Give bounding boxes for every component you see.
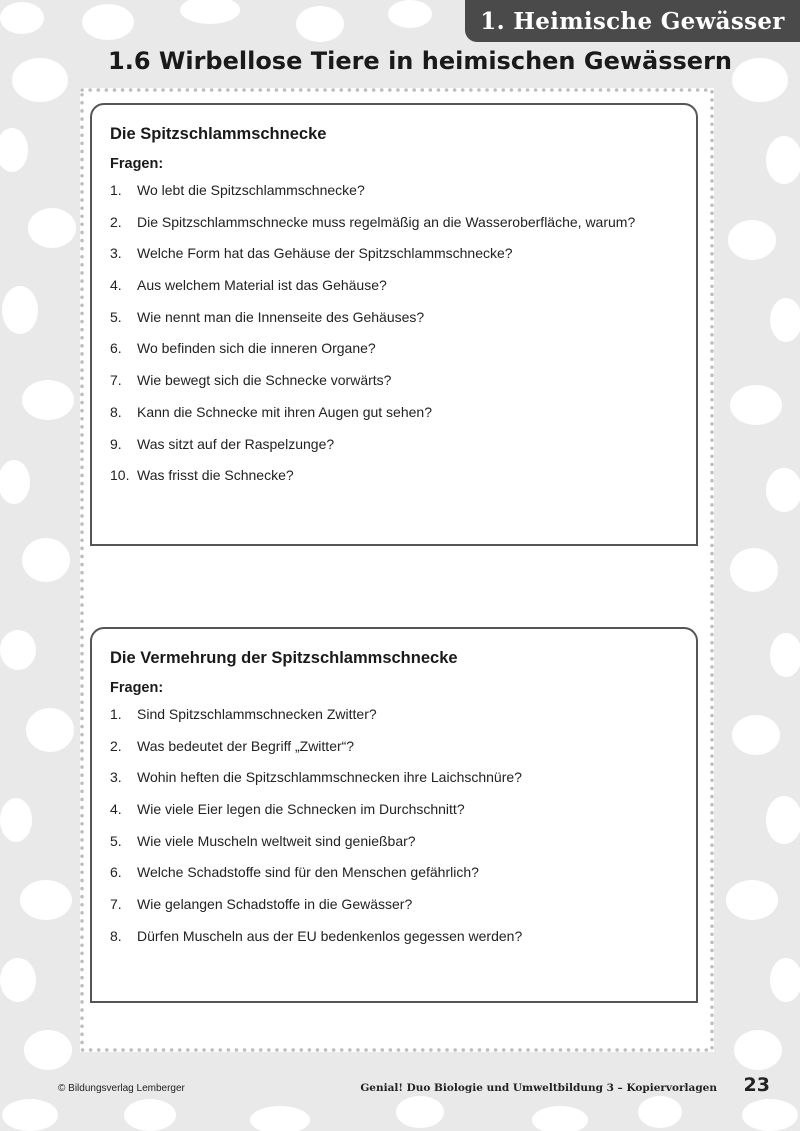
question-text: Welche Schadstoffe sind für den Menschen gefährlich?: [137, 864, 479, 881]
list-item: [110, 928, 696, 960]
question-number: 8.: [110, 403, 122, 420]
list-item: [110, 372, 696, 404]
list-item: [110, 245, 696, 277]
question-text: Was sitzt auf der Raspelzunge?: [137, 435, 335, 452]
question-number: 2.: [110, 213, 122, 230]
question-text: Wo befinden sich die inneren Organe?: [137, 340, 376, 357]
question-card-snail: [90, 103, 698, 546]
card-subtitle: Fragen:: [110, 680, 164, 696]
question-text: Sind Spitzschlammschnecken Zwitter?: [137, 706, 377, 722]
list-item: [110, 833, 696, 865]
question-text: Was frisst die Schnecke?: [137, 467, 294, 484]
question-list: [110, 706, 696, 960]
list-item: [110, 404, 696, 436]
question-text: Die Spitzschlammschnecke muss regelmäßig an die Wasseroberfläche, warum?: [137, 213, 636, 230]
card-title: Die Vermehrung der Spitzschlammschnecke: [110, 649, 458, 667]
list-item: [110, 340, 696, 372]
card-subtitle: Fragen:: [110, 156, 164, 172]
list-item: [110, 214, 696, 246]
question-number: 3.: [110, 245, 122, 262]
page-footer: [0, 1074, 800, 1097]
question-number: 5.: [110, 832, 122, 849]
list-item: [110, 769, 696, 801]
question-number: 9.: [110, 435, 122, 452]
question-text: Wohin heften die Spitzschlammschnecken ihre Laichschnüre?: [137, 769, 522, 786]
list-item: [110, 277, 696, 309]
list-item: [110, 467, 696, 499]
list-item: [110, 801, 696, 833]
series-title: Genial! Duo Biologie und Umweltbildung 3 – Kopiervorlagen: [360, 1082, 717, 1094]
card-title: Die Spitzschlammschnecke: [110, 125, 327, 143]
question-text: Kann die Schnecke mit ihren Augen gut sehen?: [137, 403, 432, 420]
question-text: Welche Form hat das Gehäuse der Spitzschlammschnecke?: [137, 245, 513, 262]
list-item: [110, 896, 696, 928]
question-text: Wie gelangen Schadstoffe in die Gewässer?: [137, 896, 413, 913]
copyright-notice: © Bildungsverlag Lemberger: [58, 1083, 185, 1094]
question-number: 8.: [110, 927, 122, 944]
list-item: [110, 864, 696, 896]
question-number: 10.: [110, 467, 130, 484]
list-item: [110, 309, 696, 341]
question-number: 1.: [110, 182, 122, 198]
question-number: 6.: [110, 864, 122, 881]
question-text: Wie bewegt sich die Schnecke vorwärts?: [137, 372, 392, 389]
question-text: Wie viele Eier legen die Schnecken im Durchschnitt?: [137, 801, 465, 818]
question-text: Aus welchem Material ist das Gehäuse?: [137, 277, 387, 294]
chapter-tab: 1. Heimische Gewässer: [465, 0, 800, 42]
list-item: [110, 182, 696, 214]
list-item: [110, 706, 696, 738]
question-number: 5.: [110, 308, 122, 325]
list-item: [110, 738, 696, 770]
question-number: 6.: [110, 340, 122, 357]
question-text: Was bedeutet der Begriff „Zwitter“?: [137, 737, 355, 754]
question-number: 4.: [110, 277, 122, 294]
question-number: 7.: [110, 896, 122, 913]
question-list: [110, 182, 696, 499]
page-number: 23: [743, 1074, 770, 1096]
question-number: 4.: [110, 801, 122, 818]
list-item: [110, 436, 696, 468]
question-text: Wie viele Muscheln weltweit sind genießbar?: [137, 832, 416, 849]
question-text: Wo lebt die Spitzschlammschnecke?: [137, 182, 365, 198]
question-card-reproduction: [90, 627, 698, 1003]
question-text: Wie nennt man die Innenseite des Gehäuses?: [137, 308, 425, 325]
question-number: 1.: [110, 706, 122, 722]
question-number: 3.: [110, 769, 122, 786]
question-text: Dürfen Muscheln aus der EU bedenkenlos gegessen werden?: [137, 927, 523, 944]
question-number: 2.: [110, 737, 122, 754]
page-title: 1.6 Wirbellose Tiere in heimischen Gewässern: [108, 47, 732, 75]
question-number: 7.: [110, 372, 122, 389]
